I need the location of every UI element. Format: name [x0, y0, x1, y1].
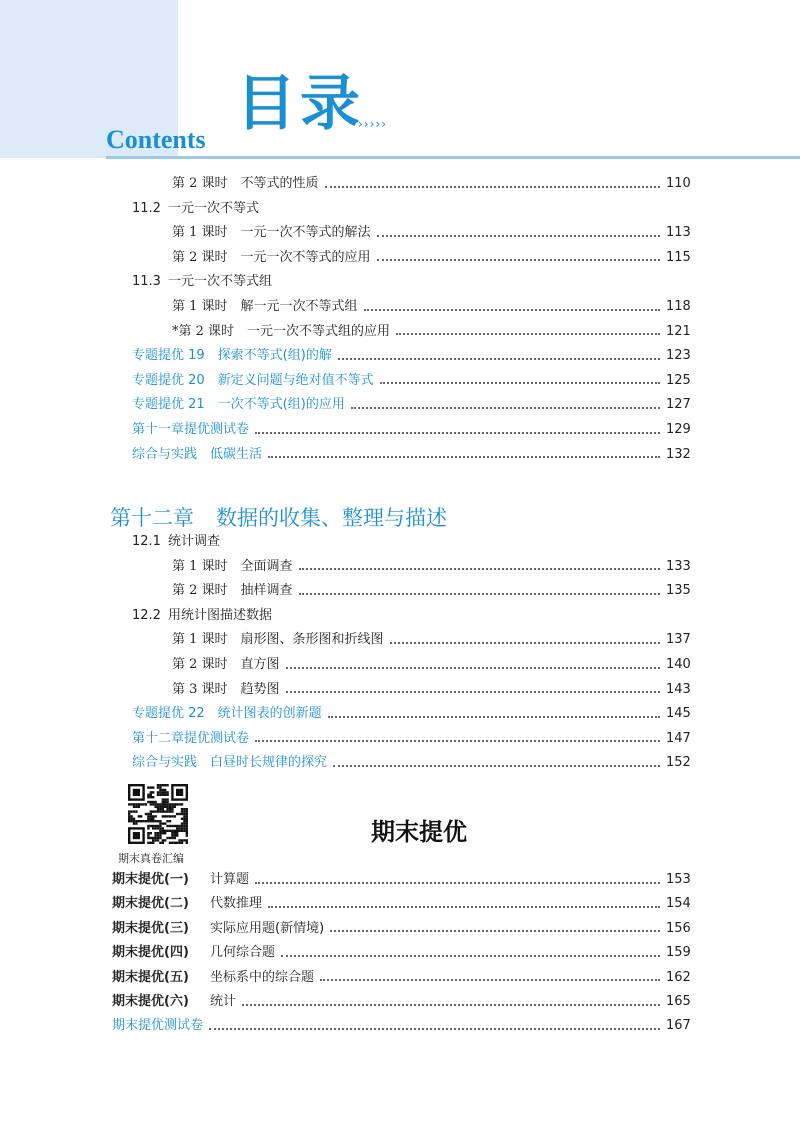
toc-entry-label: 第 1 课时 一元一次不等式的解法 [172, 225, 371, 241]
chapter-title: 数据的收集、整理与描述 [216, 506, 447, 530]
toc-entry-label: 第 2 课时 一元一次不等式的应用 [172, 249, 371, 265]
toc-entry[interactable] [132, 394, 690, 416]
page-number: 143 [666, 681, 691, 697]
toc-entry-label: 一元一次不等式 [168, 200, 260, 216]
toc-entry-label: 第 1 课时 全面调查 [172, 558, 293, 574]
toc-entry[interactable] [132, 752, 690, 774]
final-entry[interactable] [112, 918, 690, 940]
page-number: 165 [666, 994, 691, 1009]
chapter-number: 第十二章 [110, 506, 194, 530]
dot-leader [351, 406, 660, 409]
toc-entry[interactable] [172, 654, 690, 676]
toc-entry-label: 第十二章提优测试卷 [132, 730, 250, 746]
chapter-heading [110, 502, 447, 532]
page-number: 140 [666, 657, 691, 672]
final-section-title: 期末提优 [371, 817, 467, 846]
dot-leader [281, 954, 660, 957]
page-number: 121 [666, 323, 691, 339]
toc-entry-label: 第 2 课时 抽样调查 [172, 583, 293, 599]
page-number: 167 [666, 1018, 691, 1034]
toc-entry-label: 一元一次不等式组 [168, 274, 273, 290]
dot-leader [299, 567, 660, 570]
toc-entry[interactable] [132, 345, 690, 367]
page-number: 129 [666, 422, 691, 437]
page-number: 118 [666, 299, 691, 314]
page-number: 133 [666, 558, 691, 574]
page-number: 156 [666, 920, 691, 936]
header-divider [106, 156, 800, 159]
section-number: 11.3 [132, 274, 161, 290]
dot-leader [286, 666, 660, 669]
final-entry[interactable] [112, 942, 690, 964]
toc-entry-label: 第 2 课时 直方图 [172, 657, 280, 672]
toc-entry[interactable] [132, 728, 690, 750]
toc-entry-label: 第 1 课时 解一元一次不等式组 [172, 299, 358, 314]
dot-leader [268, 905, 660, 908]
final-entry-label: 计算题 [210, 872, 250, 887]
page-title: 目录 [236, 69, 364, 139]
toc-entry-label: 专题提优 21 一次不等式(组)的应用 [132, 397, 345, 413]
dot-leader [242, 1003, 660, 1006]
final-entry-prefix: 期末提优(二) [112, 896, 189, 912]
dot-leader [377, 258, 660, 261]
page-number: 137 [666, 632, 691, 648]
toc-entry[interactable] [172, 173, 690, 195]
page-number: 152 [666, 755, 691, 771]
dot-leader [320, 978, 660, 981]
page-number: 110 [666, 176, 691, 191]
section-number: 11.2 [132, 200, 161, 216]
toc-entry[interactable] [172, 222, 690, 244]
final-entry-prefix: 期末提优(四) [112, 945, 189, 961]
toc-entry[interactable] [172, 580, 690, 602]
page-number: 115 [666, 249, 691, 265]
toc-entry[interactable] [132, 271, 690, 293]
toc-entry[interactable] [132, 444, 690, 466]
section-number: 12.2 [132, 607, 161, 623]
toc-entry-label: 第 3 课时 趋势图 [172, 681, 280, 697]
page-number: 147 [666, 730, 691, 746]
qr-code-icon[interactable] [128, 784, 188, 844]
toc-entry-label: 综合与实践 低碳生活 [132, 446, 263, 462]
final-entry-prefix: 期末提优(三) [112, 920, 189, 936]
final-entry-label: 期末提优测试卷 [112, 1018, 204, 1034]
toc-entry[interactable] [172, 679, 690, 701]
toc-entry-label: 第 1 课时 扇形图、条形图和折线图 [172, 632, 384, 648]
toc-entry[interactable] [132, 419, 690, 441]
final-entry-label: 几何综合题 [210, 945, 276, 961]
toc-entry[interactable] [172, 321, 690, 343]
dot-leader [286, 690, 660, 693]
final-entry-label: 统计 [210, 994, 237, 1009]
final-entry[interactable] [112, 893, 690, 915]
toc-entry[interactable] [132, 370, 690, 392]
page-number: 159 [666, 945, 691, 961]
page-number: 135 [666, 583, 691, 599]
dot-leader [380, 381, 660, 384]
dot-leader [268, 455, 660, 458]
toc-entry-label: 专题提优 22 统计图表的创新题 [132, 706, 322, 722]
dot-leader [396, 332, 660, 335]
section-number: 12.1 [132, 534, 161, 549]
page-number: 132 [666, 446, 691, 462]
toc-entry[interactable] [172, 629, 690, 651]
toc-entry-label: 用统计图描述数据 [168, 607, 273, 623]
toc-entry-label: 第 2 课时 不等式的性质 [172, 176, 319, 191]
dot-leader [255, 431, 660, 434]
toc-entry[interactable] [132, 531, 690, 553]
toc-entry[interactable] [132, 703, 690, 725]
toc-entry-label: 第十一章提优测试卷 [132, 422, 250, 437]
final-entry-prefix: 期末提优(五) [112, 969, 189, 985]
dot-leader [255, 881, 660, 884]
toc-entry[interactable] [132, 605, 690, 627]
toc-entry-label: 专题提优 19 探索不等式(组)的解 [132, 348, 332, 364]
final-entry-label: 代数推理 [210, 896, 263, 912]
page-number: 127 [666, 397, 691, 413]
toc-entry-label: 综合与实践 白昼时长规律的探究 [132, 755, 328, 771]
final-entry-label: 坐标系中的综合题 [210, 969, 315, 985]
final-entry[interactable] [112, 991, 690, 1013]
dot-leader [338, 357, 660, 360]
dot-leader [364, 308, 660, 311]
dot-leader [377, 234, 660, 237]
page-subtitle: Contents [106, 125, 206, 154]
page-number: 123 [666, 348, 691, 364]
dot-leader [330, 929, 660, 932]
toc-entry-label: 统计调查 [168, 534, 221, 549]
dot-leader [209, 1027, 660, 1030]
final-entry[interactable] [112, 1015, 690, 1037]
page-number: 162 [666, 969, 691, 985]
dot-leader [299, 592, 660, 595]
final-entry-prefix: 期末提优(一) [112, 872, 189, 887]
page-number: 125 [666, 372, 691, 388]
dot-leader [328, 715, 660, 718]
toc-entry-label: 专题提优 20 新定义问题与绝对值不等式 [132, 372, 374, 388]
final-entry[interactable] [112, 869, 690, 891]
page-number: 154 [666, 896, 691, 912]
qr-caption: 期末真卷汇编 [118, 852, 184, 865]
chevrons-icon: ››››› [358, 117, 387, 131]
dot-leader [255, 739, 660, 742]
toc-entry-label: *第 2 课时 一元一次不等式组的应用 [172, 323, 391, 339]
toc-entry[interactable] [172, 296, 690, 318]
final-entry-prefix: 期末提优(六) [112, 994, 189, 1009]
final-entry-label: 实际应用题(新情境) [210, 920, 325, 936]
toc-entry[interactable] [132, 198, 690, 220]
page-number: 113 [666, 225, 691, 241]
toc-entry[interactable] [172, 556, 690, 578]
page-number: 145 [666, 706, 691, 722]
toc-entry[interactable] [172, 247, 690, 269]
dot-leader [390, 641, 660, 644]
final-entry[interactable] [112, 967, 690, 989]
page-number: 153 [666, 872, 691, 887]
dot-leader [333, 764, 660, 767]
dot-leader [325, 185, 660, 188]
